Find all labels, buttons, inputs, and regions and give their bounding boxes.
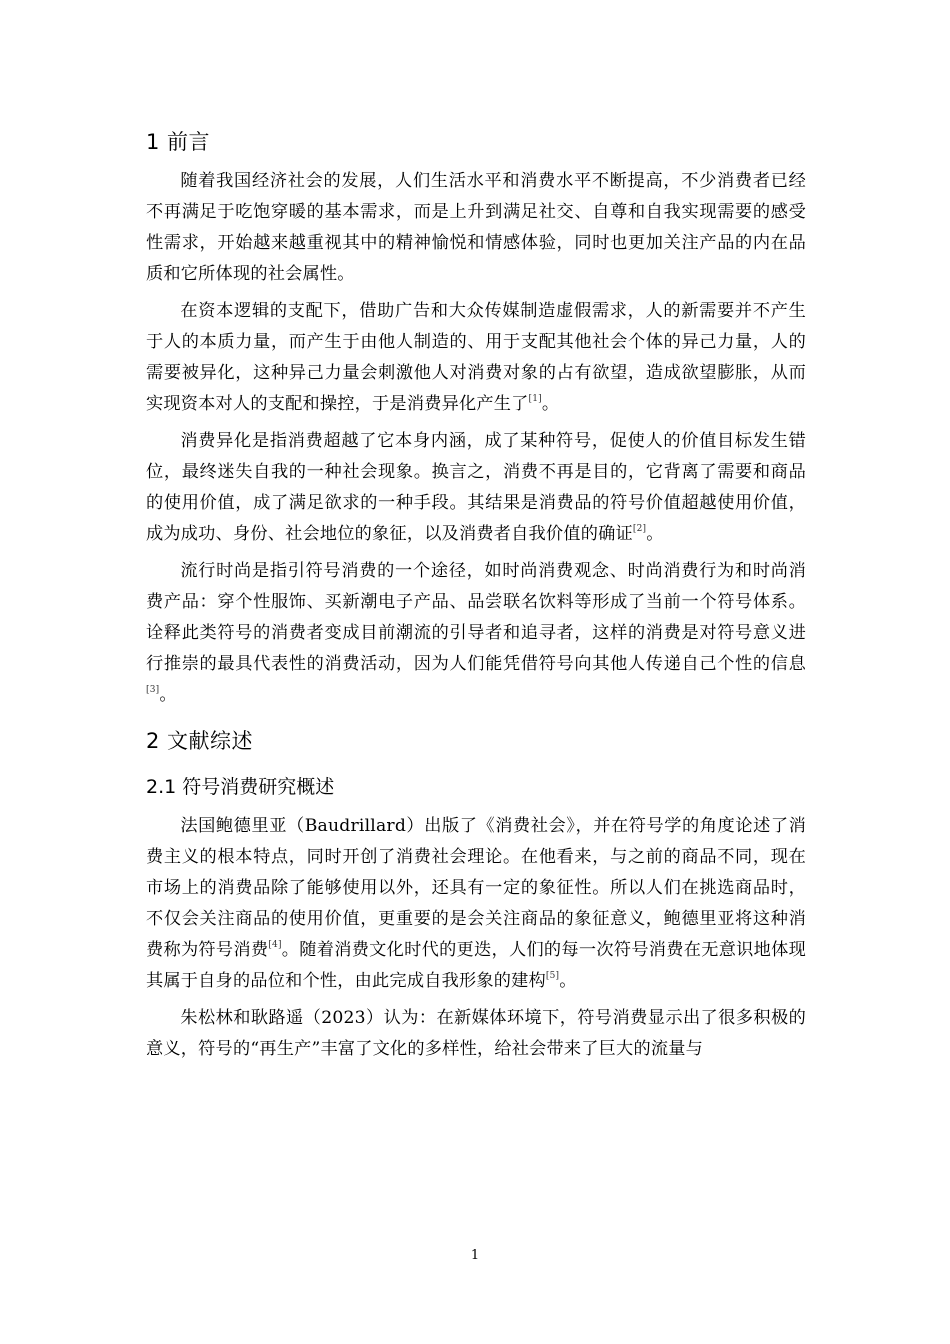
citation-marker: [5] [545, 971, 560, 981]
paragraph-text: 流行时尚是指引符号消费的一个途径，如时尚消费观念、时尚消费行为和时尚消费产品：穿个性服饰、买新潮电子产品、品尝联名饮料等形成了当前一个符号体系。诠释此类符号的消费者变成目前潮流的引导者和追寻者，这样的消费是对符号意义进行推崇的最具代表性的消费活动，因为人们能凭借符号向其他人传递自己个性的信息 [146, 561, 806, 674]
paragraph-text-continued: 。随着消费文化时代的更迭，人们的每一次符号消费在无意识地体现其属于自身的品位和个性，由此完成自我形象的建构 [146, 940, 806, 991]
paragraph [146, 296, 806, 420]
paragraph-tail: 。 [559, 971, 577, 991]
section-heading-introduction: 1 前言 [146, 130, 211, 154]
paragraph [146, 426, 806, 550]
paragraph-text: 法国鲍德里亚（Baudrillard）出版了《消费社会》，并在符号学的角度论述了消费主义的根本特点，同时开创了消费社会理论。在他看来，与之前的商品不同，现在市场上的消费品除了能够使用以外，还具有一定的象征性。所以人们在挑选商品时，不仅会关注商品的使用价值，更重要的是会关注商品的象征意义，鲍德里亚将这种消费称为符号消费 [146, 816, 806, 960]
paragraph-text: 消费异化是指消费超越了它本身内涵，成了某种符号，促使人的价值目标发生错位，最终迷失自我的一种社会现象。换言之，消费不再是目的，它背离了需要和商品的使用价值，成了满足欲求的一种手段。其结果是消费品的符号价值超越使用价值，成为成功、身份、社会地位的象征，以及消费者自我价值的确证 [146, 431, 806, 544]
page-body [146, 120, 806, 1065]
paragraph-text: 在资本逻辑的支配下，借助广告和大众传媒制造虚假需求，人的新需要并不产生于人的本质力量，而产生于由他人制造的、用于支配其他社会个体的异己力量，人的需要被异化，这种异己力量会刺激他人对消费对象的占有欲望，造成欲望膨胀，从而实现资本对人的支配和操控，于是消费异化产生了 [146, 301, 806, 414]
paragraph-tail: 。 [646, 524, 664, 544]
paragraph-tail: 。 [159, 685, 177, 705]
paragraph [146, 556, 806, 711]
citation-marker: [3] [146, 685, 160, 695]
section-heading-literature-review: 2 文献综述 [146, 729, 254, 753]
paragraph [146, 1003, 806, 1065]
paragraph-text: 朱松林和耿路遥（2023）认为：在新媒体环境下，符号消费显示出了很多积极的意义，符号的“再生产”丰富了文化的多样性，给社会带来了巨大的流量与 [146, 1008, 806, 1059]
paragraph [146, 811, 806, 997]
citation-marker: [1] [528, 394, 542, 404]
paragraph-tail: 。 [541, 394, 560, 414]
paragraph-text: 随着我国经济社会的发展，人们生活水平和消费水平不断提高，不少消费者已经不再满足于吃饱穿暖的基本需求，而是上升到满足社交、自尊和自我实现需要的感受性需求，开始越来越重视其中的精神愉悦和情感体验，同时也更加关注产品的内在品质和它所体现的社会属性。 [146, 171, 806, 284]
paragraph [146, 166, 806, 290]
citation-marker: [4] [268, 940, 282, 950]
page-number: 1 [470, 1248, 480, 1263]
citation-marker: [2] [632, 524, 647, 534]
subsection-heading-symbolic-consumption: 2.1 符号消费研究概述 [146, 776, 335, 798]
